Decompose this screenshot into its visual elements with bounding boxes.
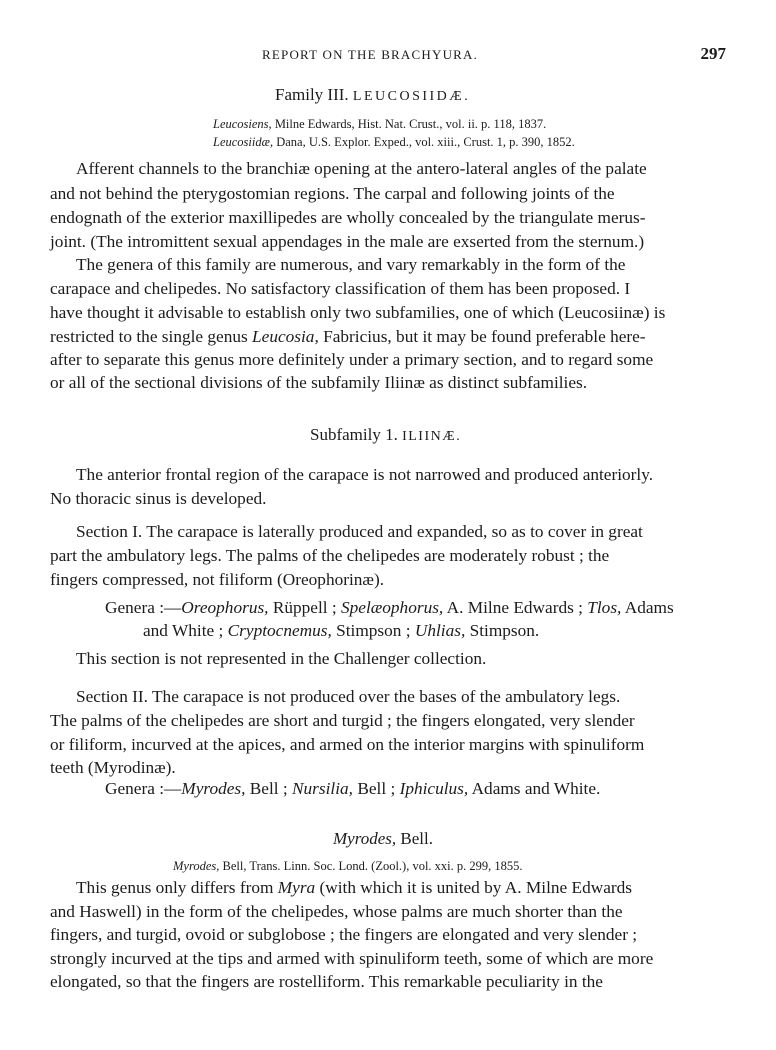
genera-line: and White ; Cryptocnemus, Stimpson ; Uhlias, Stimpson. (143, 621, 540, 640)
text-line: The genera of this family are numerous, and vary remarkably in the form of the (76, 255, 626, 274)
family-heading: Family III. LEUCOSIIDÆ. (275, 85, 471, 104)
text-line: carapace and chelipedes. No satisfactory classification of them has been proposed. I (50, 279, 631, 298)
genera-line: Genera :—Myrodes, Bell ; Nursilia, Bell ; Iphiculus, Adams and White. (105, 779, 601, 798)
text-line: restricted to the single genus Leucosia, Fabricius, but it may be found preferable here- (50, 327, 646, 346)
text-line: after to separate this genus more definitely under a primary section, and to regard some (50, 350, 654, 369)
text-line: joint. (The intromittent sexual appendages in the male are exserted from the sternum.) (50, 232, 645, 251)
genera-line: Genera :—Oreophorus, Rüppell ; Spelæophorus, A. Milne Edwards ; Tlos, Adams (105, 598, 674, 617)
text-line: This genus only differs from Myra (with which it is united by A. Milne Edwards (76, 878, 632, 897)
text-line: Section II. The carapace is not produced over the bases of the ambulatory legs. (76, 687, 621, 706)
text-line: teeth (Myrodinæ). (50, 758, 176, 777)
text-line: Afferent channels to the branchiæ opening at the antero-lateral angles of the palate (76, 159, 647, 178)
reference-line: Leucosiens, Milne Edwards, Hist. Nat. Crust., vol. ii. p. 118, 1837. (213, 117, 547, 131)
text-line: part the ambulatory legs. The palms of the chelipedes are moderately robust ; the (50, 546, 610, 565)
text-line: No thoracic sinus is developed. (50, 489, 267, 508)
text-line: and Haswell) in the form of the chelipedes, whose palms are much shorter than the (50, 902, 623, 921)
text-line: strongly incurved at the tips and armed with spinuliform teeth, some of which are more (50, 949, 654, 968)
text-line: have thought it advisable to establish only two subfamilies, one of which (Leucosiinæ) is (50, 303, 666, 322)
text-line: fingers compressed, not filiform (Oreophorinæ). (50, 570, 385, 589)
reference-line: Myrodes, Bell, Trans. Linn. Soc. Lond. (Zool.), vol. xxi. p. 299, 1855. (173, 859, 523, 873)
text-line: The anterior frontal region of the carapace is not narrowed and produced anteriorly. (76, 465, 654, 484)
text-line: endognath of the exterior maxillipedes are wholly concealed by the triangulate merus- (50, 208, 646, 227)
genus-heading: Myrodes, Bell. (333, 829, 433, 848)
subfamily-heading: Subfamily 1. ILIINÆ. (310, 425, 462, 444)
text-line: and not behind the pterygostomian regions. The carpal and following joints of the (50, 184, 615, 203)
text-line: This section is not represented in the Challenger collection. (76, 649, 487, 668)
text-line: or all of the sectional divisions of the subfamily Iliinæ as distinct subfamilies. (50, 373, 588, 392)
page-number: 297 (700, 44, 726, 63)
reference-line: Leucosiidæ, Dana, U.S. Explor. Exped., vol. xiii., Crust. 1, p. 390, 1852. (213, 135, 575, 149)
running-header: REPORT ON THE BRACHYURA. (262, 47, 479, 62)
text-line: The palms of the chelipedes are short and turgid ; the fingers elongated, very slender (50, 711, 635, 730)
text-line: fingers, and turgid, ovoid or subglobose ; the fingers are elongated and very slender ; (50, 925, 638, 944)
text-line: or filiform, incurved at the apices, and armed on the interior margins with spinuliform (50, 735, 645, 754)
text-line: Section I. The carapace is laterally produced and expanded, so as to cover in great (76, 522, 643, 541)
text-line: elongated, so that the fingers are rostelliform. This remarkable peculiarity in the (50, 972, 603, 991)
